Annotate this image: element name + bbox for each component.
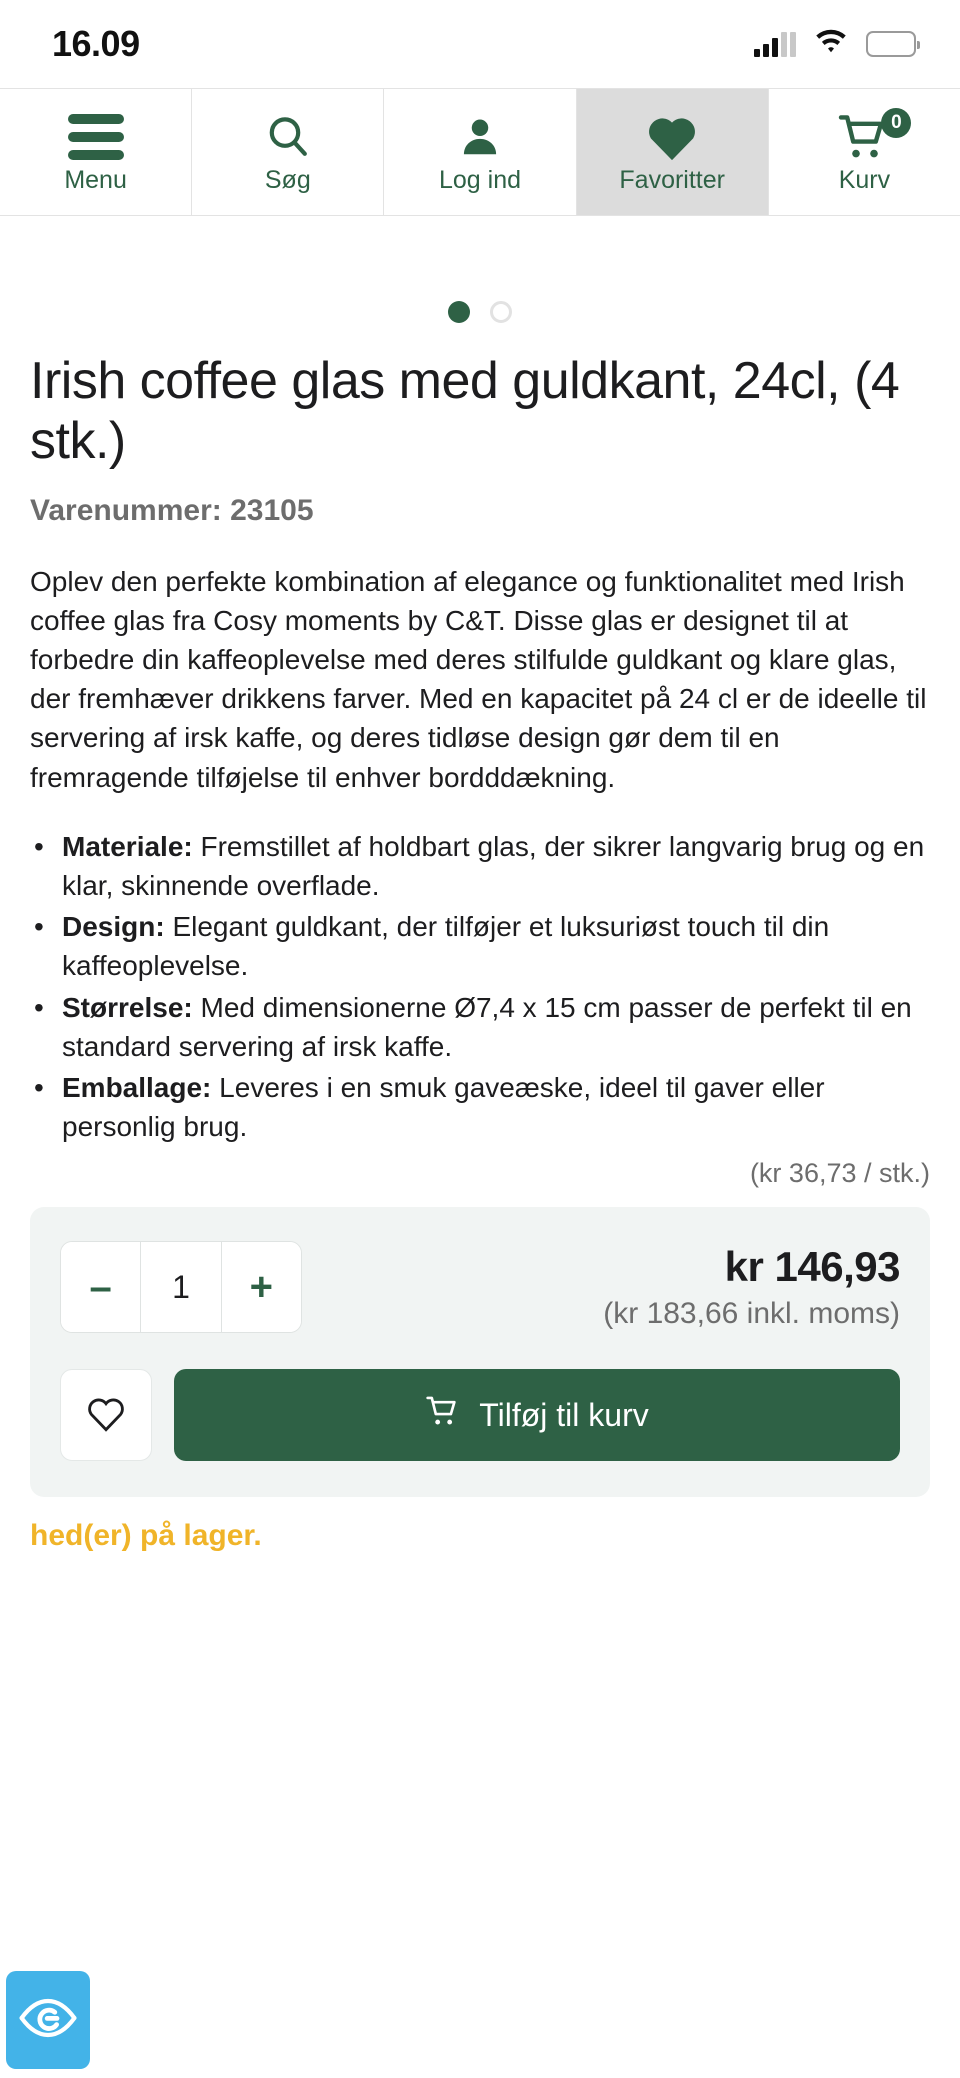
add-to-cart-label: Tilføj til kurv xyxy=(479,1396,649,1433)
spec-label: Emballage: xyxy=(62,1071,212,1103)
quantity-decrease-button[interactable]: – xyxy=(61,1242,140,1332)
quantity-input[interactable]: 1 xyxy=(140,1242,221,1332)
nav-label-login: Log ind xyxy=(438,165,522,194)
price-excl-vat: kr 146,93 xyxy=(724,1243,900,1291)
nav-item-menu[interactable] xyxy=(0,89,192,215)
nav-label-favorites: Favoritter xyxy=(619,165,725,194)
spec-label: Størrelse: xyxy=(62,991,193,1023)
status-time: 16.09 xyxy=(52,23,140,64)
spec-label: Design: xyxy=(62,911,165,943)
battery-icon xyxy=(866,31,916,57)
carousel-pagination xyxy=(0,216,960,351)
carousel-dot-inactive[interactable] xyxy=(490,301,512,323)
cart-count-badge: 0 xyxy=(881,108,911,138)
nav-label-cart: Kurv xyxy=(838,165,891,194)
signal-bars-icon xyxy=(754,31,796,57)
list-item xyxy=(30,907,930,985)
accessibility-widget-button[interactable] xyxy=(6,1971,90,2069)
spec-value: Med dimensionerne Ø7,4 x 15 cm passer de perfekt til en standard servering af irsk kaffe. xyxy=(62,991,912,1062)
nav-item-favorites[interactable] xyxy=(577,89,769,215)
wifi-icon xyxy=(814,29,848,60)
spec-label: Materiale: xyxy=(62,830,193,862)
hamburger-menu-icon xyxy=(68,112,124,162)
purchase-panel-top xyxy=(60,1241,900,1333)
nav-item-cart[interactable] xyxy=(769,89,960,215)
spec-value: Elegant guldkant, der tilføjer et luksuriøst touch til din kaffeoplevelse. xyxy=(62,911,830,982)
list-item xyxy=(30,1068,930,1146)
price-incl-vat: (kr 183,66 inkl. moms) xyxy=(603,1297,900,1331)
product-detail xyxy=(0,351,960,1497)
nav-label-menu: Menu xyxy=(64,165,127,194)
add-to-cart-button[interactable] xyxy=(174,1369,900,1461)
price-block xyxy=(603,1243,900,1331)
unit-price-note: (kr 36,73 / stk.) xyxy=(749,1158,930,1189)
quantity-stepper xyxy=(60,1241,302,1333)
purchase-panel xyxy=(30,1207,930,1497)
search-icon xyxy=(264,112,312,162)
shopping-cart-icon xyxy=(425,1395,461,1435)
main-navigation xyxy=(0,88,960,216)
status-bar xyxy=(0,0,960,88)
list-item xyxy=(30,827,930,905)
shopping-cart-icon xyxy=(837,111,902,162)
nav-item-search[interactable] xyxy=(192,89,384,215)
user-icon xyxy=(457,112,503,162)
nav-item-login[interactable] xyxy=(384,89,576,215)
heart-outline-icon xyxy=(86,1395,126,1436)
add-to-favorites-button[interactable] xyxy=(60,1369,152,1461)
quantity-increase-button[interactable]: + xyxy=(222,1242,301,1332)
nav-label-search: Søg xyxy=(264,165,311,194)
product-description: Oplev den perfekte kombination af elegance og funktionalitet med Irish coffee glas fra Cosy moments by C&T. Disse glas er designet til at forbedre din kaffeoplevelse med deres stilfulde guldkant og klare glas, der fremhæver drikkens farver. Med en kapacitet på 24 cl er de ideelle til servering af irsk kaffe, og deres tidløse design gør dem til en fremragende tilføjelse til enhver bordddækning. xyxy=(30,565,927,793)
spec-value: Leveres i en smuk gaveæske, ideel til gaver eller personlig brug. xyxy=(62,1071,825,1143)
carousel-dot-active[interactable] xyxy=(448,301,470,323)
list-item xyxy=(30,988,930,1066)
heart-filled-icon xyxy=(645,112,699,162)
purchase-panel-bottom xyxy=(60,1369,900,1461)
status-icons xyxy=(754,29,916,60)
product-sku: Varenummer: 23105 xyxy=(30,493,314,527)
stock-status-text: hed(er) på lager. xyxy=(30,1519,262,1553)
page-title: Irish coffee glas med guldkant, 24cl, (4 stk.) xyxy=(30,352,900,471)
eye-accessibility-icon xyxy=(18,1995,78,2046)
product-spec-list xyxy=(30,827,930,1147)
spec-value: Fremstillet af holdbart glas, der sikrer langvarig brug og en klar, skinnende overflade. xyxy=(62,830,925,901)
